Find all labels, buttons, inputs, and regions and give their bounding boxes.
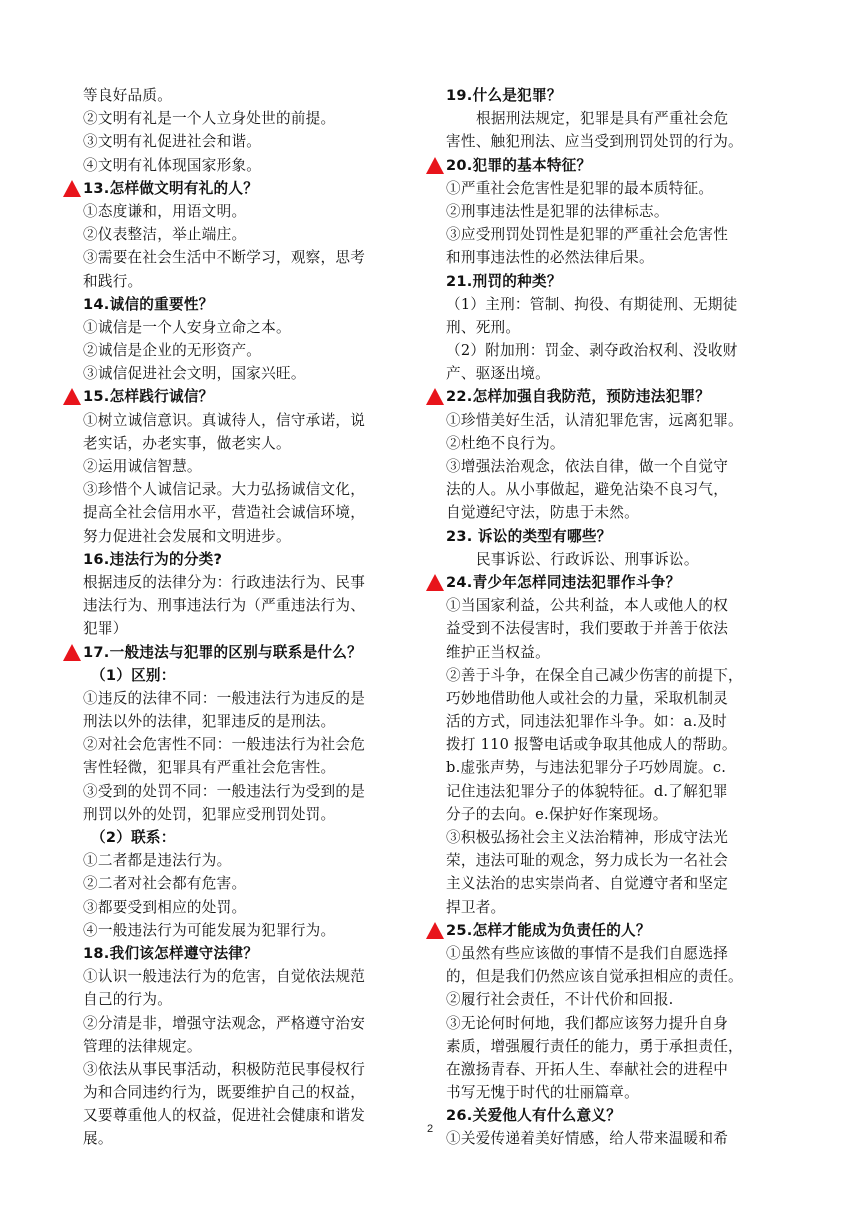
- text-line: [83, 84, 418, 107]
- text-line: [83, 339, 418, 362]
- text-line: [446, 664, 782, 687]
- text-line: [446, 293, 782, 316]
- red-triangle-marker-icon: [63, 180, 81, 197]
- line-text: 为和合同违约行为，既要维护自己的权益，: [83, 1084, 366, 1102]
- section-heading: [83, 385, 418, 408]
- line-text: ②分清是非，增强守法观念，严格遵守治安: [83, 1014, 366, 1032]
- line-text: ②仪表整洁，举止端庄。: [83, 226, 247, 244]
- line-text: 和刑事违法性的必然法律后果。: [446, 249, 654, 267]
- line-text: 22.怎样加强自我防范，预防违法犯罪？: [446, 388, 711, 406]
- text-line: [446, 1081, 782, 1104]
- section-heading: [446, 385, 782, 408]
- line-text: ①关爱传递着美好情感，给人带来温暖和希: [446, 1130, 729, 1148]
- line-text: ②刑事违法性是犯罪的法律标志。: [446, 202, 669, 220]
- line-text: 17.一般违法与犯罪的区别与联系是什么？: [83, 643, 362, 661]
- line-text: 产、驱逐出境。: [446, 365, 550, 383]
- line-text: 又要尊重他人的权益，促进社会健康和谐发: [83, 1107, 366, 1125]
- line-text: ①珍惜美好生活，认清犯罪危害，远离犯罪。: [446, 411, 743, 429]
- line-text: ④文明有礼体现国家形象。: [83, 156, 262, 174]
- text-line: [446, 733, 782, 756]
- text-line: [83, 803, 418, 826]
- text-line: [446, 803, 782, 826]
- text-line: [446, 780, 782, 803]
- line-text: 努力促进社会发展和文明进步。: [83, 527, 291, 545]
- text-line: [83, 478, 418, 501]
- line-text: ①违反的法律不同：一般违法行为违反的是: [83, 689, 366, 707]
- left-column: [83, 84, 418, 1151]
- text-line: [83, 525, 418, 548]
- line-text: ③依法从事民事活动，积极防范民事侵权行: [83, 1060, 366, 1078]
- line-text: （1）区别：: [91, 666, 176, 684]
- text-line: [446, 455, 782, 478]
- line-text: ③都要受到相应的处罚。: [83, 898, 247, 916]
- text-line: [83, 733, 418, 756]
- text-line: [446, 223, 782, 246]
- text-line: [446, 107, 782, 130]
- line-text: 刑罚以外的处罚，犯罪应受刑罚处罚。: [83, 805, 336, 823]
- line-text: 害性轻微，犯罪具有严重社会危害性。: [83, 759, 336, 777]
- line-text: ①严重社会危害性是犯罪的最本质特征。: [446, 179, 714, 197]
- text-line: [446, 501, 782, 524]
- text-line: [446, 1058, 782, 1081]
- line-text: ③积极弘扬社会主义法治精神，形成守法光: [446, 829, 729, 846]
- text-line: [446, 641, 782, 664]
- line-text: 素质，增强履行责任的能力，勇于承担责任，: [446, 1037, 743, 1055]
- text-line: [446, 826, 782, 849]
- line-text: 捍卫者。: [446, 898, 506, 916]
- text-line: [83, 501, 418, 524]
- text-line: [446, 710, 782, 733]
- text-line: [83, 919, 418, 942]
- text-line: [83, 849, 418, 872]
- text-line: [83, 409, 418, 432]
- line-text: 荣，违法可耻的观念，努力成长为一名社会: [446, 852, 729, 870]
- line-text: 23. 诉讼的类型有哪些？: [446, 527, 612, 545]
- text-line: [446, 177, 782, 200]
- line-text: 记住违法犯罪分子的体貌特征。d.了解犯罪: [446, 782, 728, 800]
- text-line: [446, 409, 782, 432]
- text-line: [446, 548, 782, 571]
- line-text: 25.怎样才能成为负责任的人？: [446, 921, 651, 939]
- text-line: [83, 1035, 418, 1058]
- line-text: ②诚信是企业的无形资产。: [83, 342, 262, 360]
- text-line: [446, 988, 782, 1011]
- red-triangle-marker-icon: [426, 574, 444, 591]
- line-text: ②二者对社会都有危害。: [83, 875, 247, 893]
- text-line: [446, 896, 782, 919]
- line-text: ②杜绝不良行为。: [446, 434, 565, 452]
- line-text: 主义法治的忠实崇尚者、自觉遵守者和坚定: [446, 875, 729, 893]
- section-heading: [446, 525, 782, 548]
- section-heading: [83, 641, 418, 664]
- line-text: 害性、触犯刑法、应当受到刑罚处罚的行为。: [446, 133, 743, 151]
- line-text: 21.刑罚的种类？: [446, 272, 562, 290]
- text-line: [446, 617, 782, 640]
- line-text: 老实话，办老实事，做老实人。: [83, 434, 291, 452]
- text-line: [446, 130, 782, 153]
- line-text: ②对社会危害性不同：一般违法行为社会危: [83, 736, 366, 754]
- line-text: 15.怎样践行诚信？: [83, 388, 214, 406]
- line-text: （2）联系：: [91, 829, 176, 846]
- line-text: 民事诉讼、行政诉讼、刑事诉讼。: [476, 550, 699, 568]
- section-heading: [83, 664, 418, 687]
- line-text: 刑法以外的法律，犯罪违反的是刑法。: [83, 713, 336, 731]
- red-triangle-marker-icon: [426, 388, 444, 405]
- line-text: 19.什么是犯罪？: [446, 87, 562, 104]
- line-text: 活的方式，同违法犯罪作斗争。如：a.及时: [446, 713, 728, 731]
- red-triangle-marker-icon: [426, 922, 444, 939]
- text-line: [83, 316, 418, 339]
- line-text: 巧妙地借助他人或社会的力量，采取机制灵: [446, 689, 729, 707]
- text-line: [83, 130, 418, 153]
- line-text: 提高全社会信用水平，营造社会诚信环境，: [83, 504, 366, 522]
- line-text: ③增强法治观念，依法自律，做一个自觉守: [446, 458, 729, 475]
- text-line: [446, 478, 782, 501]
- section-heading: [83, 548, 418, 571]
- line-text: ③受到的处罚不同：一般违法行为受到的是: [83, 782, 366, 800]
- text-line: [83, 780, 418, 803]
- text-line: [83, 710, 418, 733]
- text-line: [446, 965, 782, 988]
- line-text: 自觉遵纪守法，防患于未然。: [446, 504, 639, 522]
- line-text: ③需要在社会生活中不断学习，观察，思考: [83, 249, 366, 267]
- line-text: 维护正当权益。: [446, 643, 550, 661]
- text-line: [446, 756, 782, 779]
- page-number: 2: [426, 1123, 434, 1135]
- section-heading: [83, 826, 418, 849]
- line-text: 益受到不法侵害时，我们要敢于并善于依法: [446, 620, 729, 638]
- text-line: [446, 872, 782, 895]
- text-line: [446, 1035, 782, 1058]
- text-line: [83, 432, 418, 455]
- text-line: [446, 942, 782, 965]
- line-text: ③珍惜个人诚信记录。大力弘扬诚信文化，: [83, 481, 366, 499]
- line-text: （1）主刑：管制、拘役、有期徒刑、无期徒: [446, 295, 738, 313]
- text-line: [446, 594, 782, 617]
- line-text: （2）附加刑：罚金、剥夺政治权利、没收财: [446, 342, 738, 360]
- line-text: 拨打 110 报警电话或争取其他成人的帮助。: [446, 736, 737, 754]
- text-line: [83, 154, 418, 177]
- text-line: [446, 246, 782, 269]
- text-line: [446, 687, 782, 710]
- section-heading: [446, 270, 782, 293]
- text-line: [446, 316, 782, 339]
- line-text: 管理的法律规定。: [83, 1037, 202, 1055]
- line-text: 16.违法行为的分类?: [83, 550, 223, 568]
- line-text: 书写无愧于时代的壮丽篇章。: [446, 1084, 639, 1102]
- text-line: [83, 223, 418, 246]
- line-text: 14.诚信的重要性？: [83, 295, 214, 313]
- text-line: [446, 1012, 782, 1035]
- line-text: 26.关爱他人有什么意义？: [446, 1107, 622, 1125]
- text-line: [446, 849, 782, 872]
- line-text: ③诚信促进社会文明，国家兴旺。: [83, 365, 306, 383]
- line-text: ①态度谦和，用语文明。: [83, 202, 247, 220]
- line-text: ②运用诚信智慧。: [83, 458, 202, 475]
- line-text: 展。: [83, 1130, 113, 1148]
- text-line: [446, 362, 782, 385]
- section-heading: [446, 84, 782, 107]
- section-heading: [446, 154, 782, 177]
- text-line: [446, 200, 782, 223]
- text-line: [83, 594, 418, 617]
- line-text: ③应受刑罚处罚性是犯罪的严重社会危害性: [446, 226, 729, 244]
- line-text: 犯罪）: [83, 620, 128, 638]
- text-line: [83, 1012, 418, 1035]
- line-text: ①诚信是一个人安身立命之本。: [83, 318, 291, 336]
- text-line: [83, 571, 418, 594]
- line-text: ①虽然有些应该做的事情不是我们自愿选择: [446, 944, 729, 962]
- line-text: 根据刑法规定，犯罪是具有严重社会危: [476, 110, 729, 128]
- line-text: ④一般违法行为可能发展为犯罪行为。: [83, 921, 336, 939]
- text-line: [446, 432, 782, 455]
- line-text: 法的人。从小事做起，避免沾染不良习气，: [446, 481, 729, 499]
- line-text: ①认识一般违法行为的危害，自觉依法规范: [83, 968, 366, 986]
- line-text: 等良好品质。: [83, 87, 173, 104]
- text-line: [83, 687, 418, 710]
- text-line: [83, 617, 418, 640]
- text-line: [83, 756, 418, 779]
- line-text: 和践行。: [83, 272, 143, 290]
- line-text: 24.青少年怎样同违法犯罪作斗争？: [446, 573, 681, 591]
- line-text: ②善于斗争，在保全自己减少伤害的前提下，: [446, 666, 743, 684]
- text-line: [83, 988, 418, 1011]
- section-heading: [446, 919, 782, 942]
- text-line: [83, 455, 418, 478]
- text-line: [83, 200, 418, 223]
- line-text: ③无论何时何地，我们都应该努力提升自身: [446, 1014, 729, 1032]
- text-line: [83, 1058, 418, 1081]
- red-triangle-marker-icon: [63, 644, 81, 661]
- text-line: [83, 270, 418, 293]
- section-heading: [83, 293, 418, 316]
- line-text: ①树立诚信意识。真诚待人，信守承诺，说: [83, 411, 366, 429]
- line-text: 刑、死刑。: [446, 318, 521, 336]
- text-line: [83, 107, 418, 130]
- line-text: 18.我们该怎样遵守法律？: [83, 944, 259, 962]
- right-column: [446, 84, 782, 1151]
- line-text: ②文明有礼是一个人立身处世的前提。: [83, 110, 336, 128]
- line-text: 20.犯罪的基本特征？: [446, 156, 592, 174]
- text-line: [83, 246, 418, 269]
- line-text: 自己的行为。: [83, 991, 173, 1009]
- text-line: [83, 896, 418, 919]
- text-line: [83, 362, 418, 385]
- section-heading: [83, 942, 418, 965]
- line-text: ①二者都是违法行为。: [83, 852, 232, 870]
- line-text: 的，但是我们仍然应该自觉承担相应的责任。: [446, 968, 743, 986]
- line-text: ③文明有礼促进社会和谐。: [83, 133, 262, 151]
- red-triangle-marker-icon: [63, 388, 81, 405]
- section-heading: [446, 571, 782, 594]
- line-text: 分子的去向。e.保护好作案现场。: [446, 805, 668, 823]
- text-line: [446, 339, 782, 362]
- line-text: ②履行社会责任，不计代价和回报.: [446, 991, 674, 1009]
- text-line: [83, 965, 418, 988]
- line-text: b.虚张声势，与违法犯罪分子巧妙周旋。c.: [446, 759, 727, 777]
- section-heading: [83, 177, 418, 200]
- line-text: ①当国家利益，公共利益，本人或他人的权: [446, 597, 729, 615]
- line-text: 根据违反的法律分为：行政违法行为、民事: [83, 573, 366, 591]
- line-text: 13.怎样做文明有礼的人？: [83, 179, 259, 197]
- text-line: [83, 872, 418, 895]
- red-triangle-marker-icon: [426, 157, 444, 174]
- line-text: 在激扬青春、开拓人生、奉献社会的进程中: [446, 1060, 729, 1078]
- line-text: 违法行为、刑事违法行为（严重违法行为、: [83, 597, 366, 615]
- text-line: [83, 1081, 418, 1104]
